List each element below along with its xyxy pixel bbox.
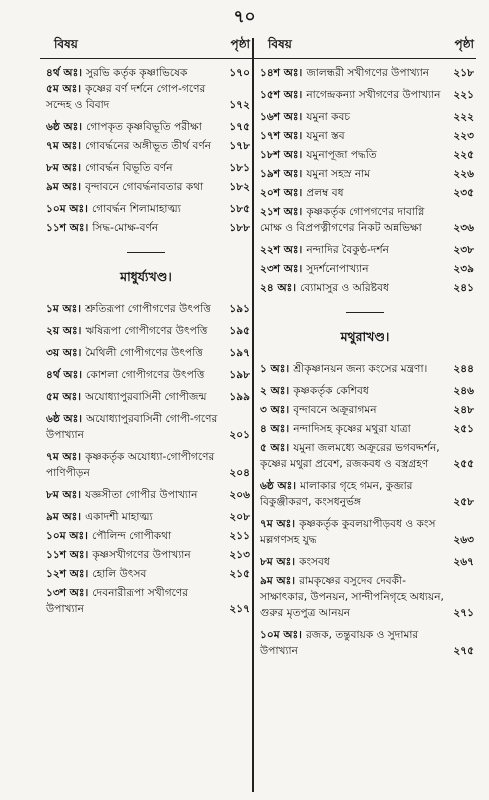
- entry-title: শ্রুতিরূপা গোপীগণের উৎপত্তি: [85, 303, 211, 315]
- chapter-number: ৯ম অঃ।: [46, 181, 82, 193]
- entry-page: ১৮১: [229, 162, 250, 174]
- entry-page: ২৩৮: [453, 244, 474, 256]
- entry-title: অযোধ্যাপুরবাসিনী গোপী-গণের উপাখ্যান: [46, 413, 218, 441]
- chapter-number: ৬ষ্ঠ অঃ।: [46, 413, 83, 425]
- chapter-number: ২৪ অঃ।: [260, 282, 297, 294]
- chapter-number: ২০শ অঃ।: [260, 187, 303, 199]
- chapter-number: ৫ম অঃ।: [46, 391, 82, 403]
- toc-entry: [40, 323, 252, 339]
- entry-page: ২৪৪: [453, 363, 474, 375]
- toc-entry: [40, 220, 252, 236]
- entry-page: ২০৪: [229, 467, 250, 479]
- entry-title: গোবর্দ্ধন শিলামাহাত্ম্য: [91, 203, 181, 215]
- entry-title: শ্রীকৃষ্ণানয়ন জন্য কংসের মন্ত্রণা।: [293, 363, 428, 375]
- toc-entry: [254, 573, 476, 621]
- toc-entry: [254, 421, 476, 437]
- entry-title: কোশলা গোপীগণের উৎপত্তি: [86, 369, 205, 381]
- toc-entry: [40, 487, 252, 503]
- entry-page: ১৮২: [229, 181, 250, 193]
- entry-page: ২২১: [453, 89, 474, 101]
- entry-title: একাদশী মাহাত্ম্য: [85, 511, 153, 523]
- toc-entry: [254, 65, 476, 81]
- chapter-number: ১ অঃ।: [260, 363, 290, 375]
- chapter-number: ১০ম অঃ।: [46, 203, 88, 215]
- entry-page: ২৭১: [453, 607, 474, 619]
- chapter-number: ১১শ অঃ।: [46, 222, 89, 234]
- entry-title: ঋষিরূপা গোপীগণের উৎপত্তি: [85, 325, 208, 337]
- toc-entry: [254, 166, 476, 182]
- entry-title: সুরভি কর্তৃক কৃষ্ণাভিষেক: [86, 67, 188, 79]
- toc-entry: [254, 361, 476, 377]
- entry-title: অযোধ্যাপুরবাসিনী গোপীজন্ম: [85, 391, 207, 403]
- entry-page: ২০১: [229, 429, 250, 441]
- entry-page: ২৬৭: [453, 556, 474, 568]
- entry-page: ১৭২: [229, 99, 250, 111]
- toc-entry: [40, 585, 252, 617]
- left-column: [40, 37, 252, 617]
- toc-entry: [254, 440, 476, 472]
- toc-entry: [254, 87, 476, 103]
- chapter-number: ১২শ অঃ।: [46, 568, 89, 580]
- entry-title: নন্দাদিসহ কৃষ্ণের মথুরা যাত্রা: [293, 423, 411, 435]
- chapter-number: ৯ম অঃ।: [46, 511, 82, 523]
- entry-page: ১৯৭: [229, 347, 250, 359]
- toc-entry: [40, 301, 252, 317]
- entry-page: ১৮৮: [229, 222, 250, 234]
- toc-entry: [40, 201, 252, 217]
- chapter-number: ৩ অঃ।: [260, 404, 290, 416]
- right-column-header: [254, 37, 476, 56]
- entry-page: ১৯৮: [229, 369, 250, 381]
- chapter-number: ৭ম অঃ।: [46, 451, 82, 463]
- entry-title: সুদর্শনোপাখ্যান: [306, 263, 369, 275]
- entry-title: সিদ্ধ-মোক্ষ-বর্ণন: [92, 222, 159, 234]
- toc-entry: [40, 345, 252, 361]
- entry-page: ২১৮: [453, 67, 474, 79]
- entry-title: কৃষ্ণকর্তৃক গোপগণের দাবাগ্নি মোক্ষ ও বিপ্রপত্নীগণের নিকট অন্নভিক্ষা: [260, 206, 425, 234]
- entry-page: ১৯১: [229, 303, 250, 315]
- entry-title: যমুনা জলমধ্যে অক্রূরের ভগবদ্দর্শন, কৃষ্ণের মথুরা প্রবেশ, রজকবধ ও বস্ত্রগ্রহণ: [260, 442, 440, 470]
- entry-title: প্রলম্ব বধ: [306, 187, 344, 199]
- chapter-number: ১৯শ অঃ।: [260, 168, 303, 180]
- entry-title: গোবর্দ্ধন বিভূতি বর্ণন: [85, 162, 173, 174]
- section-title: মথুরাখণ্ড।: [340, 329, 390, 344]
- topic-heading: বিষয়: [268, 37, 292, 51]
- entry-page: ২৩৯: [453, 263, 474, 275]
- entry-title: কৃষ্ণসখীগণের উপাখ্যান: [92, 549, 191, 561]
- chapter-number: ১০ম অঃ।: [260, 629, 302, 641]
- toc-entry: [254, 109, 476, 125]
- entry-page: ১৭০: [229, 67, 250, 79]
- toc-entry: [40, 179, 252, 195]
- entry-title: বৃন্দাবনে গোবর্দ্ধনাবতার কথা: [85, 181, 204, 193]
- topic-heading: বিষয়: [54, 37, 78, 51]
- chapter-number: ২ অঃ।: [260, 385, 290, 397]
- page-number: ৭০: [233, 7, 256, 27]
- entry-page: ২৫৮: [453, 496, 474, 508]
- entry-title: যমুনা কবচ: [306, 111, 351, 123]
- chapter-number: ৯ম অঃ।: [260, 575, 296, 587]
- toc-entry: [254, 204, 476, 236]
- toc-entry: [254, 280, 476, 296]
- chapter-number: ৭ম অঃ।: [46, 140, 82, 152]
- chapter-number: ৫ অঃ।: [260, 442, 290, 454]
- entry-title: যজ্ঞসীতা গোপীর উপাখ্যান: [85, 489, 198, 501]
- entry-page: ২১৭: [229, 603, 250, 615]
- entry-title: কৃষ্ণকর্তৃক কুবলয়াপীড়বধ ও কংস মল্লগণসহ যুদ্ধ: [260, 518, 436, 546]
- chapter-number: ১০ম অঃ।: [46, 530, 88, 542]
- entry-title: দেবনারীরূপা সখীগণের উপাখ্যান: [46, 587, 189, 615]
- entry-page: ২১৩: [229, 549, 250, 561]
- entry-title: মৈথিলী গোপীগণের উৎপত্তি: [85, 347, 203, 359]
- toc-entry: [254, 627, 476, 659]
- chapter-number: ১৪শ অঃ।: [260, 67, 303, 79]
- chapter-number: ৮ম অঃ।: [46, 489, 82, 501]
- chapter-number: ৮ম অঃ।: [260, 556, 296, 568]
- left-column-header: [40, 37, 252, 56]
- chapter-number: ১৫শ অঃ।: [260, 89, 303, 101]
- entry-title: কৃষ্ণকর্তৃক অযোধ্যা-গোপীগণের পাণিপীড়ন: [46, 451, 215, 479]
- entry-page: ২৫১: [453, 423, 474, 435]
- toc-entry: [254, 383, 476, 399]
- entry-page: ২৪৮: [453, 404, 474, 416]
- toc-entry: [254, 128, 476, 144]
- entry-page: ২৬৩: [453, 534, 474, 546]
- toc-entry: [40, 119, 252, 135]
- chapter-number: ১ম অঃ।: [46, 303, 82, 315]
- section-title: মাধুর্য্যখণ্ড।: [120, 269, 172, 284]
- toc-entry: [254, 185, 476, 201]
- entry-page: ২৪১: [453, 282, 474, 294]
- entry-title: পৌলিন্দ গোপীকথা: [91, 530, 172, 542]
- chapter-number: ৩য় অঃ।: [46, 347, 82, 359]
- entry-title: গোপকৃত কৃষ্ণবিভূতি পরীক্ষা: [86, 121, 202, 133]
- entry-title: যমুনা স্তব: [306, 130, 345, 142]
- entry-page: ২১১: [229, 530, 250, 542]
- entry-page: ২২২: [453, 111, 474, 123]
- section-separator: [127, 252, 165, 253]
- toc-entry: [40, 160, 252, 176]
- entry-page: ২৩৬: [453, 222, 474, 234]
- entry-title: জালন্ধরী সখীগণের উপাখ্যান: [306, 67, 430, 79]
- header-rule: [254, 58, 476, 59]
- entry-title: গোবর্দ্ধনের অঙ্গীভূত তীর্থ বর্ণন: [85, 140, 212, 152]
- chapter-number: ৪র্থ অঃ।: [46, 67, 83, 79]
- chapter-number: ৮ম অঃ।: [46, 162, 82, 174]
- right-column: [254, 37, 476, 659]
- entry-title: বৃন্দাবনে অক্রূরাগমন: [293, 404, 377, 416]
- toc-entry: [40, 81, 252, 113]
- entry-page: ২৫৫: [453, 458, 474, 470]
- entry-title: রজক, তন্তুবায়ক ও সুদামার উপাখ্যান: [260, 629, 419, 657]
- entry-title: কৃষ্ণের বর্ণ দর্শনে গোপ-গণের সন্দেহ ও বিবাদ: [46, 83, 206, 111]
- header-rule: [40, 58, 252, 59]
- toc-entry: [40, 367, 252, 383]
- entry-page: ১৭৮: [229, 140, 250, 152]
- toc-entry: [40, 389, 252, 405]
- chapter-number: ৭ম অঃ।: [260, 518, 296, 530]
- entry-page: ১৮৫: [229, 203, 250, 215]
- entry-page: ২০৬: [229, 489, 250, 501]
- entry-page: ১৯৫: [229, 325, 250, 337]
- entry-title: যমুনাপূজা পদ্ধতি: [306, 149, 377, 161]
- toc-entry: [40, 449, 252, 481]
- entry-title: হোলি উৎসব: [92, 568, 147, 580]
- chapter-number: ২২শ অঃ।: [260, 244, 303, 256]
- toc-entry: [40, 411, 252, 443]
- chapter-number: ২১শ অঃ।: [260, 206, 303, 218]
- entry-title: কংসবধ: [299, 556, 330, 568]
- toc-entry: [254, 402, 476, 418]
- page-heading: পৃষ্ঠা: [454, 37, 474, 51]
- chapter-number: ২য় অঃ।: [46, 325, 82, 337]
- toc-entry: [254, 516, 476, 548]
- entry-title: রামকৃষ্ণের বসুদেব দেবকী-সাক্ষাৎকার, উপনয়ন, সান্দীপনিগৃহে অধ্যয়ন, গুরুর মৃতপুত্র আনয়ন: [260, 575, 444, 619]
- entry-page: ১৯৯: [229, 391, 250, 403]
- toc-entry: [40, 528, 252, 544]
- toc-entry: [40, 566, 252, 582]
- section-separator: [346, 312, 384, 313]
- chapter-number: ১১শ অঃ।: [46, 549, 89, 561]
- entry-page: ২৪৬: [453, 385, 474, 397]
- chapter-number: ৬ষ্ঠ অঃ।: [46, 121, 83, 133]
- chapter-number: ১৩শ অঃ।: [46, 587, 89, 599]
- chapter-number: ১৮শ অঃ।: [260, 149, 303, 161]
- chapter-number: ৪র্থ অঃ।: [46, 369, 83, 381]
- toc-entry: [40, 509, 252, 525]
- entry-title: যমুনা সহস্র নাম: [306, 168, 371, 180]
- toc-entry: [254, 242, 476, 258]
- entry-page: ২৩৫: [453, 187, 474, 199]
- toc-entry: [40, 547, 252, 563]
- page-heading: পৃষ্ঠা: [230, 37, 250, 51]
- entry-page: ২০৮: [229, 511, 250, 523]
- toc-entry: [254, 261, 476, 277]
- entry-page: ২২৫: [453, 149, 474, 161]
- entry-title: কৃষ্ণকর্তৃক কেশিবধ: [293, 385, 369, 397]
- toc-entry: [40, 138, 252, 154]
- chapter-number: ৬ষ্ঠ অঃ।: [260, 480, 297, 492]
- entry-page: ২১৫: [229, 568, 250, 580]
- chapter-number: ২৩শ অঃ।: [260, 263, 303, 275]
- entry-title: ব্যোমাসুর ও অরিষ্টবধ: [300, 282, 389, 294]
- chapter-number: ১৭শ অঃ।: [260, 130, 303, 142]
- entry-page: ২২৬: [453, 168, 474, 180]
- toc-entry: [40, 65, 252, 81]
- entry-title: নন্দাদির বৈকুণ্ঠ-দর্শন: [306, 244, 389, 256]
- entry-title: মালাকার গৃহে গমন, কুব্জার বিকুঞ্জীকরণ, কংসধনুর্ভঙ্গ: [260, 480, 413, 508]
- entry-page: ২২৩: [453, 130, 474, 142]
- toc-entry: [254, 147, 476, 163]
- entry-page: ১৭৫: [229, 121, 250, 133]
- chapter-number: ৫ম অঃ।: [46, 83, 82, 95]
- toc-entry: [254, 478, 476, 510]
- chapter-number: ৪ অঃ।: [260, 423, 290, 435]
- entry-title: নাগেন্দ্রকন্যা সখীগণের উপাখ্যান: [306, 89, 441, 101]
- entry-page: ২৭৫: [453, 645, 474, 657]
- chapter-number: ১৬শ অঃ।: [260, 111, 303, 123]
- toc-entry: [254, 554, 476, 570]
